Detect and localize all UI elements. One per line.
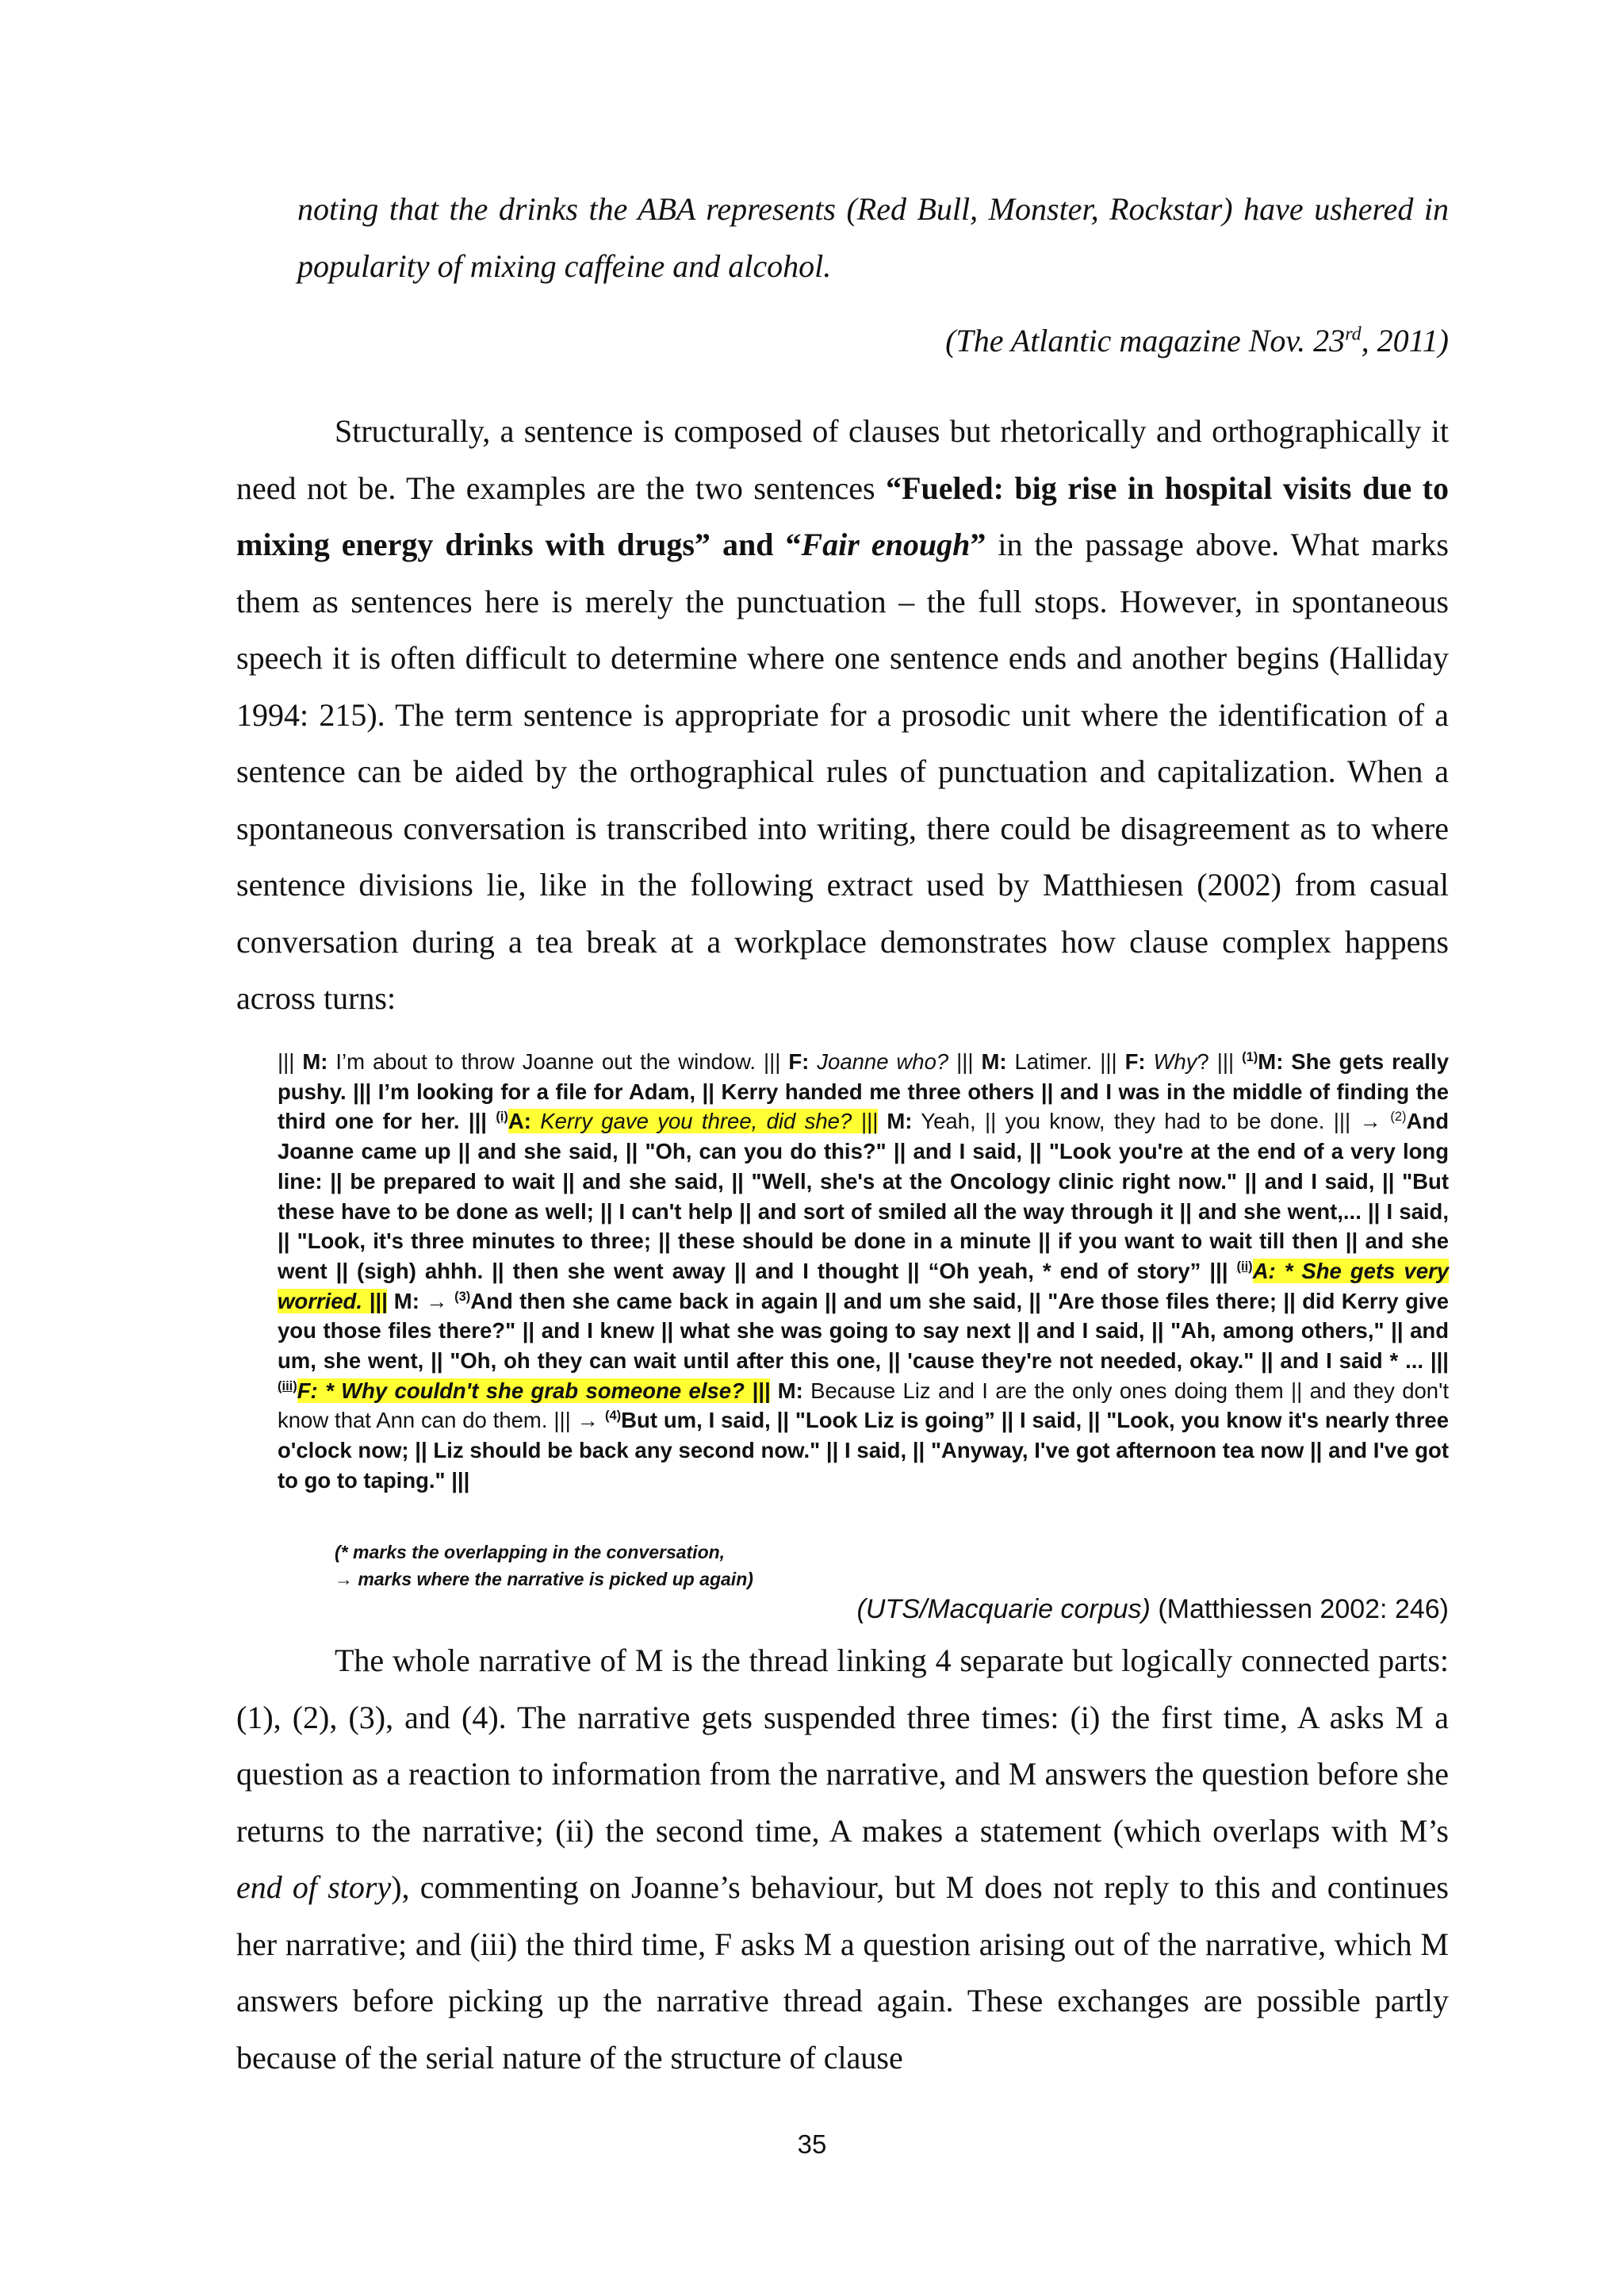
note-line-1: (* marks the overlapping in the conversation, [335, 1542, 726, 1562]
highlight-text: Kerry gave you three, did she? ||| [530, 1109, 879, 1134]
highlight-text: A: * She gets very worried. ||| [278, 1258, 1449, 1313]
transcript-seg: Because Liz and I are the only ones doing them || and they don't know that Ann can do them. ||| → [278, 1378, 1449, 1433]
quote-source [238, 322, 1449, 359]
suspension-marker: (iii) [278, 1378, 297, 1393]
highlight-3 [297, 1378, 771, 1403]
suspension-marker: (i) [496, 1110, 508, 1125]
para1-text-2: in the passage above. What marks them as sentences here is merely the punctuation – the full stops. However, in spontaneous speech it is often difficult to determine where one sentence ends and another begins (Halliday 1994: 215). The term sentence is appropriate for a prosodic unit where the identification of a sentence can be aided by the orthographical rules of punctuation and capitalization. When a spontaneous conversation is transcribed into writing, there could be disagreement as to where sentence divisions lie, like in the following extract used by Matthiesen (2002) from casual conversation during a tea break at a workplace demonstrates how clause complex happens across turns: [236, 527, 1449, 1016]
para2-text-2: ), commenting on Joanne’s behaviour, but M does not reply to this and continues her narrative; and (iii) the third time, F asks M a question arising out of the narrative, which M answers before picking up the narrative thread again. These exchanges are possible partly because of the serial nature of the structure of clause [236, 1869, 1449, 2076]
suspension-marker: (ii) [1236, 1259, 1253, 1274]
transcript-seg: Latimer. ||| [1006, 1049, 1125, 1074]
speaker-label: A: [508, 1109, 531, 1134]
quote-source-sup: rd [1345, 324, 1362, 345]
speaker-label: M: [302, 1049, 328, 1074]
note-line-2: → marks where the narrative is picked up again) [335, 1569, 753, 1589]
quote-source-suffix: , 2011) [1361, 323, 1449, 358]
para2-text-1: The whole narrative of M is the thread linking 4 separate but logically connected parts: (1), (2), (3), and (4). The narrative gets suspended three times: (i) the first time, A asks M a question as a reaction to information from the narrative, and M answers the question before she returns to the narrative; (ii) the second time, A makes a statement (which overlaps with M’s [236, 1642, 1449, 1849]
transcript-bold: But um, I said, || "Look Liz is going” || I said, || "Look, you know it's nearly three o'clock now; || Liz should be back any second now." || I said, || "Anyway, I've got afternoon tea now || and I've got to go to taping." ||| [278, 1408, 1449, 1493]
page-number: 35 [797, 2129, 827, 2159]
transcript-seg: Yeah, || you know, they had to be done. ||| → [912, 1109, 1391, 1134]
citation [278, 1594, 1449, 1625]
para1-text-1: Structurally, a sentence is composed of clauses but rhetorically and orthographically it need not be. The examples are the two sentences [236, 413, 1449, 506]
transcript-bold: M: She gets really pushy. ||| I’m looking for a file for Adam, || Kerry handed me three others || and I was in the middle of finding the third one for her. ||| [278, 1049, 1449, 1134]
transcript-italic: Why [1153, 1049, 1197, 1074]
part-marker: (3) [454, 1289, 471, 1304]
citation-ref: (Matthiessen 2002: 246) [1150, 1594, 1449, 1624]
para2-italic: end of story [236, 1869, 392, 1905]
speaker-label: M: [770, 1378, 803, 1403]
transcript-bold: M: → [387, 1288, 455, 1313]
quote-text: noting that the drinks the ABA represents (Red Bull, Monster, Rockstar) have ushered in popularity of mixing caffeine and alcohol. [297, 191, 1449, 284]
paragraph-2 [236, 1632, 1449, 2086]
para1-bold-1: “Fueled: big rise in hospital visits due to mixing energy drinks with drugs” and “ [236, 470, 1450, 562]
part-marker: (1) [1242, 1049, 1258, 1064]
part-marker: (4) [605, 1409, 622, 1424]
transcript-seg: ? ||| [1197, 1049, 1243, 1074]
para1-bold-2: ” [970, 527, 986, 562]
transcript-seg: ||| [948, 1049, 982, 1074]
speaker-label: F: [1124, 1049, 1146, 1074]
highlight-1 [508, 1109, 878, 1133]
highlight-text: F: * Why couldn't she grab someone else? ||| [297, 1378, 771, 1403]
transcript-seg: ||| [278, 1049, 303, 1074]
transcript-bold: And Joanne came up || and she said, || "Oh, can you do this?" || and I said, || "Look you're at the end of a very long line: || be prepared to wait || and she said, || "Well, she's at the Oncology clinic right now." || and I said, || "But these have to be done as well; || I can't help || and sort of smiled all the way through it || and she went,... || I said, || "Look, it's three minutes to three; || these should be done in a minute || if you want to wait till then || and she went || (sigh) ahhh. || then she went away || and I thought || “Oh yeah, * end of story” ||| [278, 1109, 1449, 1283]
transcript-bold: And then she came back in again || and um she said, || "Are those files there; || did Kerry give you those files there?" || and I knew || what she was going to say next || and I said, || "Ah, among others," || and um, she went, || "Oh, oh they can wait until after this one, || 'cause they're not needed, okay." || and I said * ... ||| [278, 1288, 1449, 1374]
transcript-seg: I’m about to throw Joanne out the window. ||| [327, 1049, 789, 1074]
speaker-label: M: [981, 1049, 1007, 1074]
paragraph-1 [236, 403, 1449, 1027]
para1-bold-italic: Fair enough [801, 527, 971, 562]
transcript-note [335, 1539, 753, 1593]
quote-source-prefix: (The Atlantic magazine Nov. 23 [945, 323, 1346, 358]
conversation-transcript [278, 1047, 1449, 1496]
speaker-label: F: [788, 1049, 810, 1074]
part-marker: (2) [1390, 1110, 1407, 1125]
citation-corpus: (UTS/Macquarie corpus) [856, 1594, 1151, 1624]
speaker-label: M: [887, 1109, 913, 1134]
transcript-italic: Joanne who? [817, 1049, 949, 1074]
